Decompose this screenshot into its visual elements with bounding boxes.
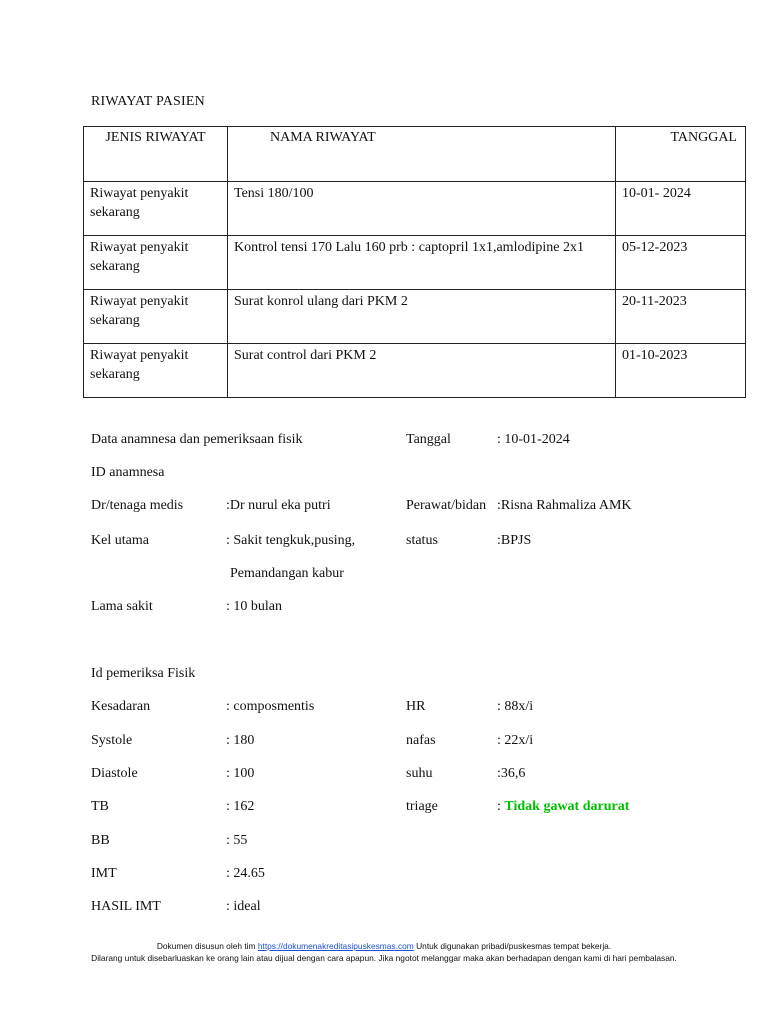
imt-label: IMT	[91, 866, 117, 881]
cell-nama: Surat konrol ulang dari PKM 2	[228, 290, 616, 344]
footer-line-1	[70, 940, 698, 952]
hr-value: : 88x/i	[497, 699, 534, 714]
table-header-row	[84, 127, 746, 182]
status-label: status	[406, 533, 438, 548]
triage-label: triage	[406, 799, 438, 814]
systole-value: : 180	[226, 733, 255, 748]
footer-suffix: Untuk digunakan pribadi/puskesmas tempat bekerja.	[413, 941, 612, 951]
kel-utama-value-2: Pemandangan kabur	[230, 566, 344, 581]
footer-link[interactable]: https://dokumenakreditasipuskesmas.com	[257, 941, 414, 951]
cell-tanggal: 01-10-2023	[616, 344, 746, 398]
imt-value: : 24.65	[226, 866, 265, 881]
table-row	[84, 290, 746, 344]
tanggal-value: : 10-01-2024	[497, 432, 570, 447]
footer-line-2: Dilarang untuk disebarluaskan ke orang lain atau dijual dengan cara apapun. Jika ngotot melanggar maka akan berhadapan dengan kami di hari pembalasan.	[91, 953, 677, 963]
header-jenis: JENIS RIWAYAT	[84, 127, 228, 182]
footer-notice	[70, 940, 698, 964]
kel-utama-label: Kel utama	[91, 533, 149, 548]
cell-jenis: Riwayat penyakit sekarang	[84, 290, 228, 344]
kel-utama-value-1: : Sakit tengkuk,pusing,	[226, 533, 356, 548]
fisik-heading: Id pemeriksa Fisik	[91, 666, 196, 681]
suhu-label: suhu	[406, 766, 433, 781]
kesadaran-label: Kesadaran	[91, 699, 151, 714]
diastole-value: : 100	[226, 766, 255, 781]
riwayat-table	[83, 126, 746, 398]
nafas-value: : 22x/i	[497, 733, 534, 748]
dr-value: :Dr nurul eka putri	[226, 498, 331, 513]
cell-jenis: Riwayat penyakit sekarang	[84, 236, 228, 290]
perawat-label: Perawat/bidan	[406, 498, 487, 513]
status-value: :BPJS	[497, 533, 532, 548]
triage-status: Tidak gawat darurat	[504, 799, 630, 814]
id-anamnesa-label: ID anamnesa	[91, 465, 165, 480]
header-tanggal: TANGGAL	[616, 127, 746, 182]
hasil-imt-value: : ideal	[226, 899, 261, 914]
lama-sakit-label: Lama sakit	[91, 599, 153, 614]
cell-tanggal: 05-12-2023	[616, 236, 746, 290]
header-nama: NAMA RIWAYAT	[228, 127, 616, 182]
perawat-value: :Risna Rahmaliza AMK	[497, 498, 632, 513]
cell-jenis: Riwayat penyakit sekarang	[84, 344, 228, 398]
triage-colon: :	[497, 799, 505, 814]
section-title: RIWAYAT PASIEN	[91, 94, 205, 109]
tb-value: : 162	[226, 799, 255, 814]
lama-sakit-value: : 10 bulan	[226, 599, 282, 614]
suhu-value: :36,6	[497, 766, 526, 781]
triage-value-wrap	[497, 799, 629, 815]
cell-tanggal: 10-01- 2024	[616, 182, 746, 236]
dr-label: Dr/tenaga medis	[91, 498, 184, 513]
kesadaran-value: : composmentis	[226, 699, 315, 714]
table-row	[84, 236, 746, 290]
table-row	[84, 344, 746, 398]
nafas-label: nafas	[406, 733, 436, 748]
bb-value: : 55	[226, 833, 248, 848]
systole-label: Systole	[91, 733, 133, 748]
hr-label: HR	[406, 699, 426, 714]
tb-label: TB	[91, 799, 109, 814]
anamnesa-heading: Data anamnesa dan pemeriksaan fisik	[91, 432, 303, 447]
tanggal-label: Tanggal	[406, 432, 451, 447]
hasil-imt-label: HASIL IMT	[91, 899, 161, 914]
cell-nama: Kontrol tensi 170 Lalu 160 prb : captopril 1x1,amlodipine 2x1	[228, 236, 616, 290]
bb-label: BB	[91, 833, 110, 848]
cell-jenis: Riwayat penyakit sekarang	[84, 182, 228, 236]
footer-prefix: Dokumen disusun oleh tim	[156, 941, 258, 951]
cell-tanggal: 20-11-2023	[616, 290, 746, 344]
cell-nama: Surat control dari PKM 2	[228, 344, 616, 398]
diastole-label: Diastole	[91, 766, 138, 781]
table-row	[84, 182, 746, 236]
cell-nama: Tensi 180/100	[228, 182, 616, 236]
